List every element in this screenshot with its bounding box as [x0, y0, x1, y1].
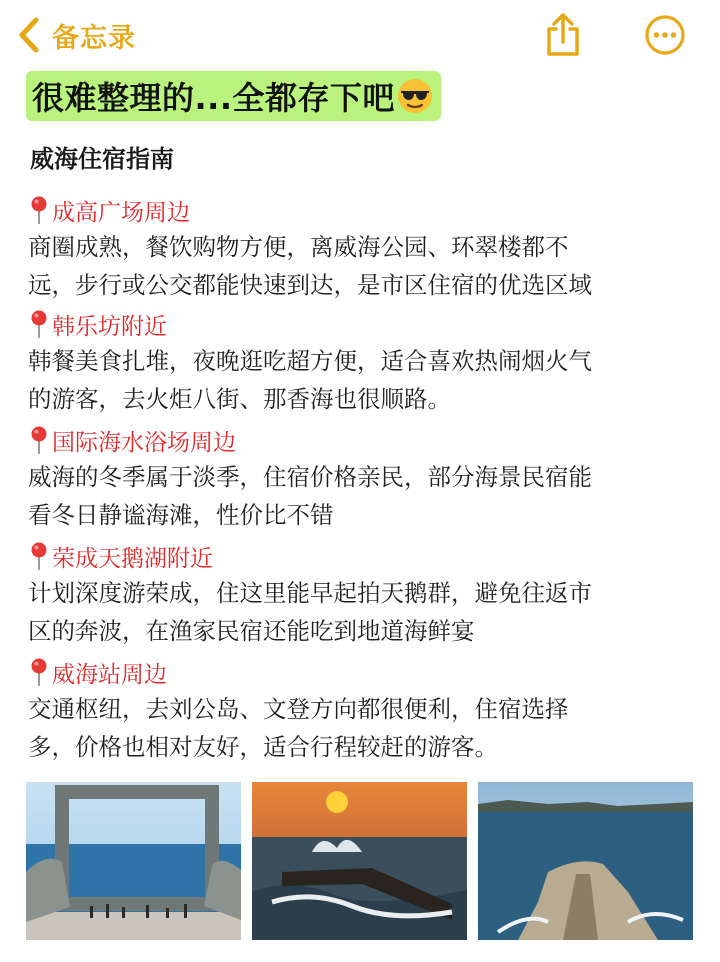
section-heading-text: 荣成天鹅湖附近	[52, 545, 213, 572]
map-pin-icon	[28, 195, 50, 225]
section-heading	[28, 422, 698, 458]
body-line: 商圈成熟，餐饮购物方便，离威海公园、环翠楼都不	[28, 233, 569, 261]
rocky-coast-stairway-photo[interactable]	[478, 782, 693, 940]
note-subtitle: 威海住宿指南	[30, 145, 174, 173]
title-highlight	[26, 71, 441, 121]
body-line: 看冬日静谧海滩，性价比不错	[28, 501, 334, 529]
map-pin-icon	[28, 309, 50, 339]
sea-frame-sculpture-photo[interactable]	[26, 782, 241, 940]
section-hanlefang	[28, 306, 698, 418]
section-body	[28, 342, 698, 418]
body-line: 多，价格也相对友好，适合行程较赶的游客。	[28, 733, 498, 761]
back-button[interactable]	[14, 14, 136, 56]
section-body	[28, 574, 698, 650]
body-line: 计划深度游荣成，住这里能早起拍天鹅群，避免往返市	[28, 579, 592, 607]
sunset-pier-waves-photo[interactable]	[252, 782, 467, 940]
title-text: 很难整理的...全都存下吧	[32, 79, 395, 117]
sunglasses-emoji-icon	[397, 78, 433, 114]
body-line: 的游客，去火炬八街、那香海也很顺路。	[28, 385, 451, 413]
more-options-icon[interactable]	[644, 14, 686, 56]
section-bathing-beach	[28, 422, 698, 534]
section-weihai-station	[28, 654, 698, 766]
section-heading-text: 韩乐坊附近	[52, 313, 167, 340]
section-body	[28, 228, 698, 304]
chevron-left-icon	[14, 14, 46, 56]
body-line: 韩餐美食扎堆，夜晚逛吃超方便，适合喜欢热闹烟火气	[28, 347, 592, 375]
body-line: 交通枢纽，去刘公岛、文登方向都很便利，住宿选择	[28, 695, 569, 723]
map-pin-icon	[28, 657, 50, 687]
section-swan-lake	[28, 538, 698, 650]
section-heading-text: 国际海水浴场周边	[52, 429, 236, 456]
section-heading	[28, 538, 698, 574]
body-line: 远，步行或公交都能快速到达，是市区住宿的优选区域	[28, 271, 592, 299]
body-line: 区的奔波，在渔家民宿还能吃到地道海鲜宴	[28, 617, 475, 645]
section-heading	[28, 306, 698, 342]
body-line: 威海的冬季属于淡季，住宿价格亲民，部分海景民宿能	[28, 463, 592, 491]
section-chenggao-plaza	[28, 192, 698, 304]
navigation-bar	[0, 0, 720, 66]
section-body	[28, 458, 698, 534]
section-heading	[28, 192, 698, 228]
section-heading-text: 威海站周边	[52, 661, 167, 688]
map-pin-icon	[28, 425, 50, 455]
note-title	[26, 70, 441, 122]
photo-strip	[26, 782, 694, 942]
back-label: 备忘录	[52, 22, 136, 54]
section-heading	[28, 654, 698, 690]
section-body	[28, 690, 698, 766]
share-icon[interactable]	[543, 12, 583, 58]
map-pin-icon	[28, 541, 50, 571]
section-heading-text: 成高广场周边	[52, 199, 190, 226]
